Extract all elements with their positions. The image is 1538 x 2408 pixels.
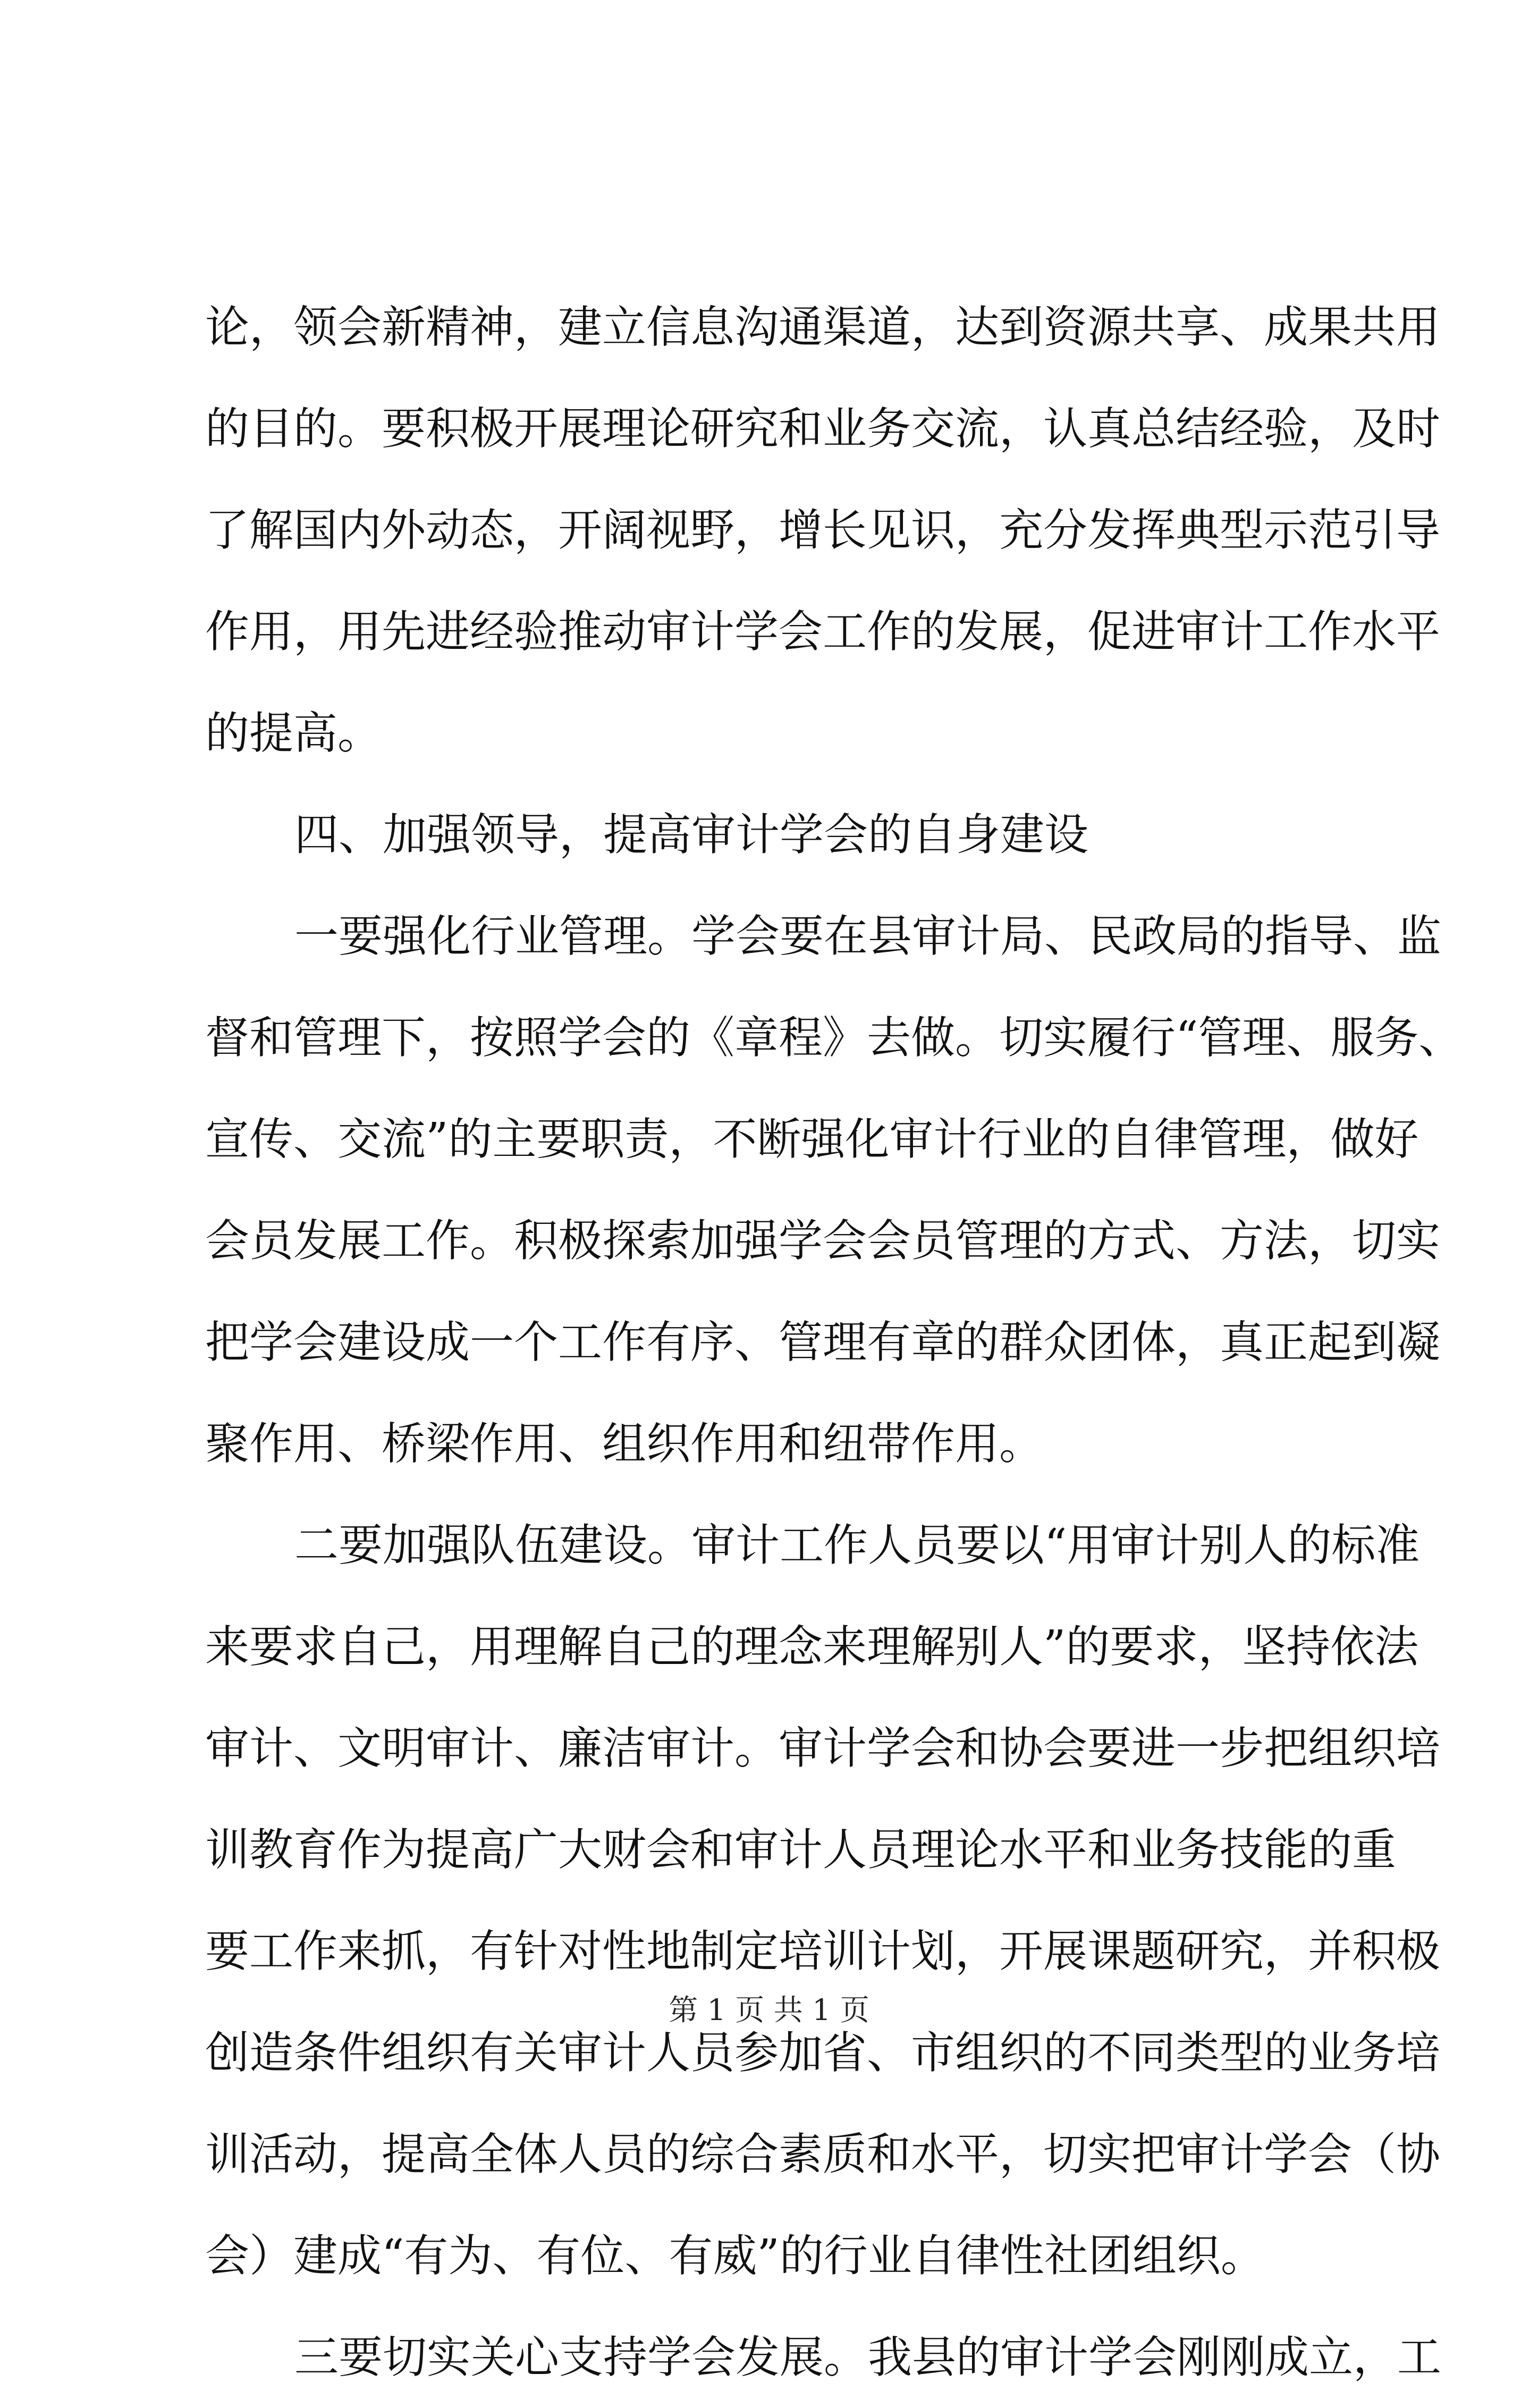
text-line: 的目的。要积极开展理论研究和业务交流，认真总结经验，及时 [205,403,1440,454]
text-line: 训活动，提高全体人员的综合素质和水平，切实把审计学会（协 [205,2128,1440,2180]
text-line: 一要强化行业管理。学会要在县审计局、民政局的指导、监 [294,910,1441,962]
text-line: 的提高。 [205,707,382,759]
text-line: 创造条件组织有关审计人员参加省、市组织的不同类型的业务培 [205,2027,1440,2079]
text-line: 督和管理下，按照学会的《章程》去做。切实履行“管理、服务、 [205,1012,1463,1063]
text-line: 作用，用先进经验推动审计学会工作的发展，促进审计工作水平 [205,606,1440,657]
text-line: 宣传、交流”的主要职责，不断强化审计行业的自律管理，做好 [205,1113,1419,1165]
text-line: 了解国内外动态，开阔视野，增长见识，充分发挥典型示范引导 [205,504,1440,556]
text-line: 会）建成“有为、有位、有威”的行业自律性社团组织。 [205,2230,1265,2282]
text-line: 来要求自己，用理解自己的理念来理解别人”的要求，坚持依法 [205,1621,1419,1672]
document-body [205,276,1463,2408]
text-line: 会员发展工作。积极探索加强学会会员管理的方式、方法，切实 [205,1215,1440,1266]
text-line: 审计、文明审计、廉洁审计。审计学会和协会要进一步把组织培 [205,1722,1440,1774]
text-line: 训教育作为提高广大财会和审计人员理论水平和业务技能的重 [205,1824,1396,1875]
page-number-footer: 第 1 页 共 1 页 [669,1993,869,2027]
text-line: 聚作用、桥梁作用、组织作用和纽带作用。 [205,1418,1043,1469]
text-line: 三要切实关心支持学会发展。我县的审计学会刚刚成立，工 [294,2331,1441,2383]
section-heading: 四、加强领导，提高审计学会的自身建设 [294,809,1088,860]
text-line: 要工作来抓，有针对性地制定培训计划，开展课题研究，并积极 [205,1925,1440,1977]
text-line: 把学会建设成一个工作有序、管理有章的群众团体，真正起到凝 [205,1316,1440,1368]
text-line: 论，领会新精神，建立信息沟通渠道，达到资源共享、成果共用 [205,301,1440,353]
text-line: 二要加强队伍建设。审计工作人员要以“用审计别人的标准 [294,1519,1420,1571]
